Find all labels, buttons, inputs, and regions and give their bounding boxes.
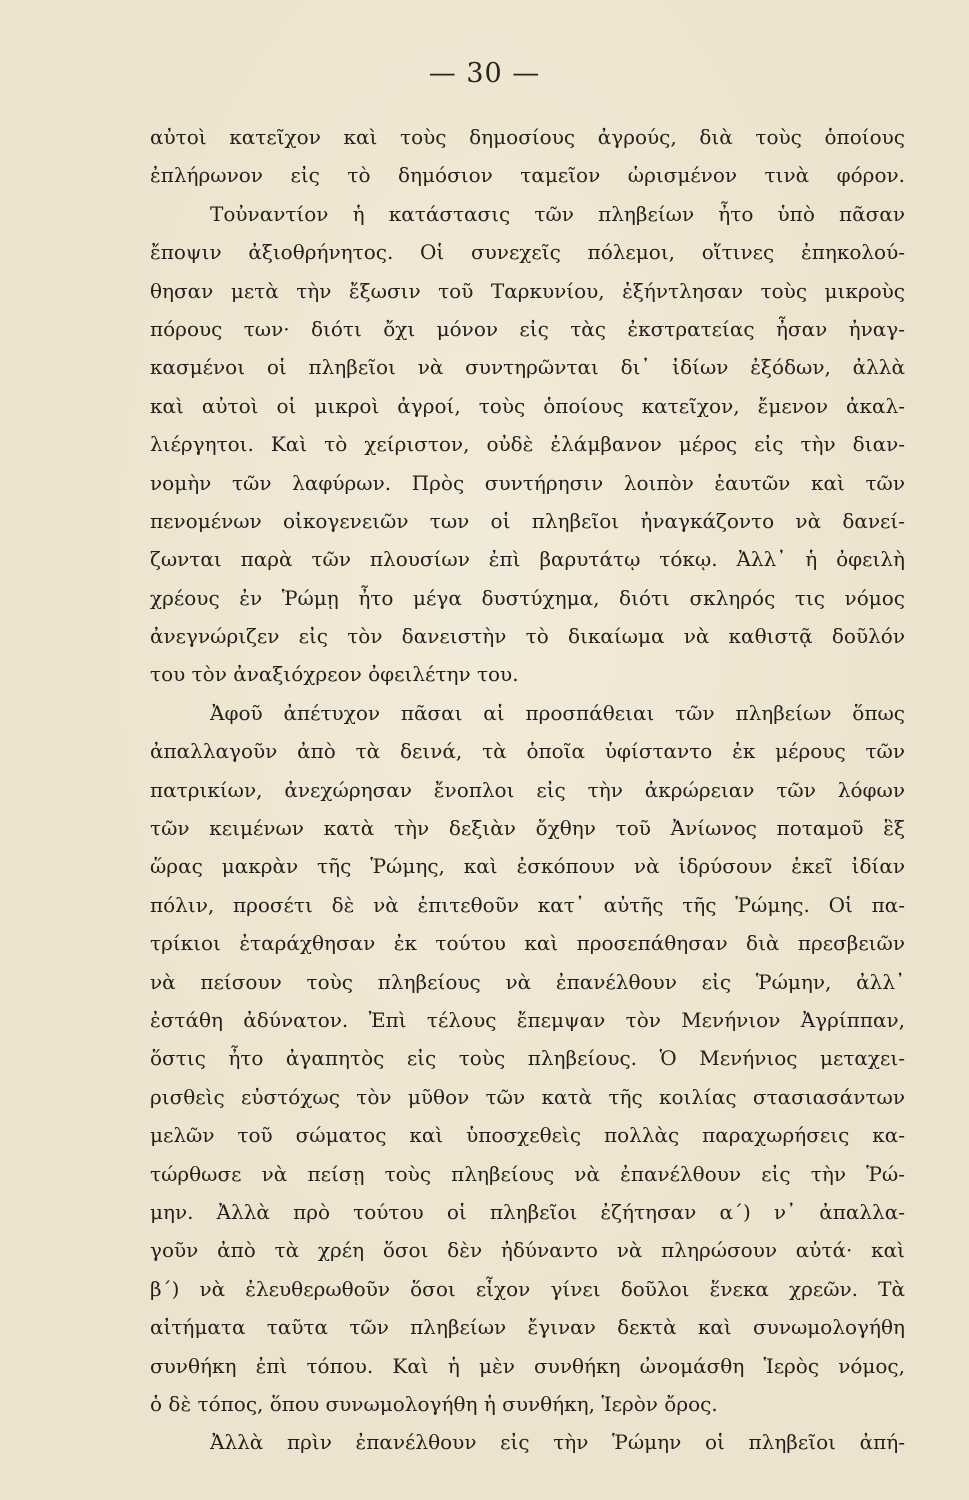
text-line: πενομένων οἰκογενειῶν των οἱ πληβεῖοι ἠναγκάζοντο νὰ δανεί-: [150, 508, 905, 533]
text-line: συνθήκη ἐπὶ τόπου. Καὶ ἡ μὲν συνθήκη ὠνομάσθη Ἱερὸς νόμος,: [150, 1353, 905, 1378]
text-line: μελῶν τοῦ σώματος καὶ ὑποσχεθεὶς πολλὰς παραχωρήσεις κα-: [150, 1123, 905, 1148]
text-line: ὥρας μακρὰν τῆς Ῥώμης, καὶ ἐσκόπουν νὰ ἱδρύσουν ἐκεῖ ἰδίαν: [150, 854, 905, 879]
text-line: χρέους ἐν Ῥώμῃ ἦτο μέγα δυστύχημα, διότι σκληρός τις νόμος: [150, 585, 905, 610]
text-line: τῶν κειμένων κατὰ τὴν δεξιὰν ὄχθην τοῦ Ἀνίωνος ποταμοῦ ἓξ: [150, 816, 905, 841]
text-line: νομὴν τῶν λαφύρων. Πρὸς συντήρησιν λοιπὸν ἑαυτῶν καὶ τῶν: [150, 470, 905, 495]
text-line: Τοὐναντίον ἡ κατάστασις τῶν πληβείων ἦτο ὑπὸ πᾶσαν: [210, 201, 905, 226]
text-line: νὰ πείσουν τοὺς πληβείους νὰ ἐπανέλθουν εἰς Ῥώμην, ἀλλ᾿: [150, 969, 905, 994]
text-line: τρίκιοι ἐταράχθησαν ἐκ τούτου καὶ προσεπάθησαν διὰ πρεσβειῶν: [150, 931, 905, 956]
text-line: πόρους των· διότι ὄχι μόνον εἰς τὰς ἐκστρατείας ἦσαν ἠναγ-: [150, 316, 905, 341]
text-line: πατρικίων, ἀνεχώρησαν ἔνοπλοι εἰς τὴν ἀκρώρειαν τῶν λόφων: [150, 777, 905, 802]
text-line: μην. Ἀλλὰ πρὸ τούτου οἱ πληβεῖοι ἐζήτησαν α΄) ν᾿ ἀπαλλα-: [150, 1199, 905, 1224]
text-line: πόλιν, προσέτι δὲ νὰ ἐπιτεθοῦν κατ᾿ αὐτῆς τῆς Ῥώμης. Οἱ πα-: [150, 892, 905, 917]
text-line: αὐτοὶ κατεῖχον καὶ τοὺς δημοσίους ἀγρούς, διὰ τοὺς ὁποίους: [150, 125, 905, 149]
text-line: αἰτήματα ταῦτα τῶν πληβείων ἔγιναν δεκτὰ καὶ συνωμολογήθη: [150, 1315, 905, 1340]
text-line: ρισθεὶς εὐστόχως τὸν μῦθον τῶν κατὰ τῆς κοιλίας στασιασάντων: [150, 1084, 905, 1109]
text-line: θησαν μετὰ τὴν ἔξωσιν τοῦ Ταρκυνίου, ἐξήντλησαν τοὺς μικροὺς: [150, 278, 905, 303]
text-line: Ἀφοῦ ἀπέτυχον πᾶσαι αἱ προσπάθειαι τῶν πληβείων ὅπως: [210, 700, 905, 725]
text-line: ὁ δὲ τόπος, ὅπου συνωμολογήθη ἡ συνθήκη, Ἱερὸν ὄρος.: [150, 1391, 718, 1416]
body-text: [150, 118, 905, 1462]
text-line: Ἀλλὰ πρὶν ἐπανέλθουν εἰς τὴν Ῥώμην οἱ πληβεῖοι ἀπή-: [210, 1430, 905, 1455]
text-line: καὶ αὐτοὶ οἱ μικροὶ ἀγροί, τοὺς ὁποίους κατεῖχον, ἔμενον ἀκαλ-: [150, 393, 905, 418]
text-line: β΄) νὰ ἐλευθερωθοῦν ὅσοι εἶχον γίνει δοῦλοι ἕνεκα χρεῶν. Τὰ: [150, 1276, 905, 1301]
text-line: ὅστις ἦτο ἀγαπητὸς εἰς τοὺς πληβείους. Ὁ Μενήνιος μεταχει-: [150, 1046, 905, 1071]
text-line: ἐπλήρωνον εἰς τὸ δημόσιον ταμεῖον ὡρισμένον τινὰ φόρον.: [150, 163, 905, 188]
text-line: γοῦν ἀπὸ τὰ χρέη ὅσοι δὲν ἠδύναντο νὰ πληρώσουν αὐτά· καὶ: [150, 1238, 905, 1263]
text-line: ἐστάθη ἀδύνατον. Ἐπὶ τέλους ἔπεμψαν τὸν Μενήνιον Ἀγρίππαν,: [150, 1007, 905, 1032]
text-line: του τὸν ἀναξιόχρεον ὀφειλέτην του.: [150, 662, 519, 687]
text-line: λιέργητοι. Καὶ τὸ χείριστον, οὐδὲ ἐλάμβανον μέρος εἰς τὴν διαν-: [150, 432, 905, 457]
page-number: — 30 —: [428, 58, 541, 89]
text-line: ἔποψιν ἀξιοθρήνητος. Οἱ συνεχεῖς πόλεμοι, οἵτινες ἐπηκολού-: [150, 240, 905, 265]
text-line: ἀνεγνώριζεν εἰς τὸν δανειστὴν τὸ δικαίωμα νὰ καθιστᾷ δοῦλόν: [150, 624, 905, 649]
text-line: ζωνται παρὰ τῶν πλουσίων ἐπὶ βαρυτάτῳ τόκῳ. Ἀλλ᾿ ἡ ὀφειλὴ: [150, 547, 905, 572]
text-line: ἀπαλλαγοῦν ἀπὸ τὰ δεινά, τὰ ὁποῖα ὑφίσταντο ἐκ μέρους τῶν: [150, 739, 905, 764]
text-line: τώρθωσε νὰ πείσῃ τοὺς πληβείους νὰ ἐπανέλθουν εἰς τὴν Ῥώ-: [150, 1161, 905, 1186]
text-line: κασμένοι οἱ πληβεῖοι νὰ συντηρῶνται δι᾿ ἰδίων ἐξόδων, ἀλλὰ: [150, 355, 905, 380]
